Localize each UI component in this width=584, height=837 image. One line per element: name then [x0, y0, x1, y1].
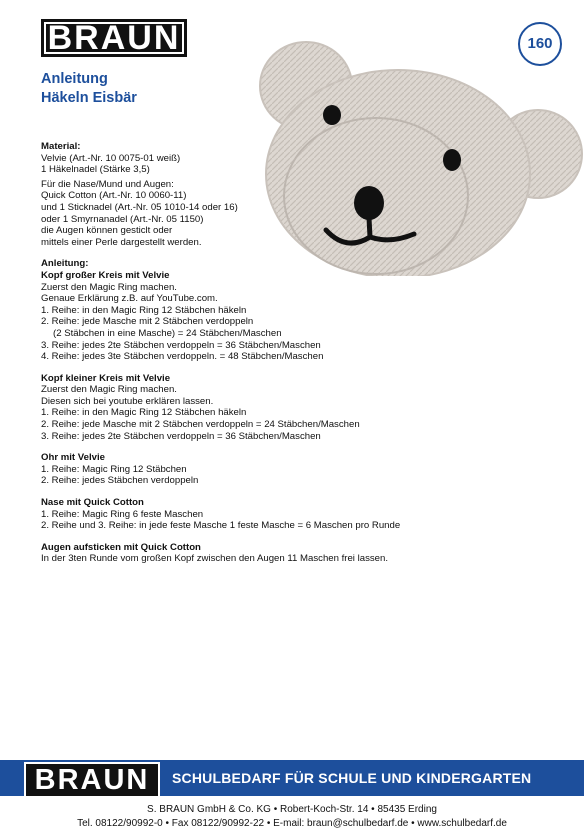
material-line: 1 Häkelnadel (Stärke 3,5)	[41, 164, 150, 176]
nase-heading: Nase mit Quick Cotton	[41, 497, 144, 509]
page-title	[41, 70, 137, 108]
kopf-klein-line: Zuerst den Magic Ring machen.	[41, 384, 177, 396]
kopf-klein-line: Diesen sich bei youtube erklären lassen.	[41, 395, 214, 407]
instructions	[41, 141, 521, 575]
anleitung-section	[41, 258, 521, 362]
augen-section	[41, 542, 521, 565]
augen-heading: Augen aufsticken mit Quick Cotton	[41, 541, 201, 553]
material-line: oder 1 Smyrnanadel (Art.-Nr. 05 1150)	[41, 213, 204, 225]
material-line: und 1 Sticknadel (Art.-Nr. 05 1010-14 oder 16)	[41, 201, 238, 213]
kopf-klein-heading: Kopf kleiner Kreis mit Velvie	[41, 372, 171, 384]
footer-contact: Tel. 08122/90992-0 • Fax 08122/90992-22 • E-mail: braun@schulbedarf.de • www.schulbedarf.de	[77, 818, 507, 829]
kopf-klein-line: 3. Reihe: jedes 2te Stäbchen verdoppeln = 36 Stäbchen/Maschen	[41, 430, 321, 442]
footer-address: S. BRAUN GmbH & Co. KG • Robert-Koch-Str. 14 • 85435 Erding	[147, 804, 437, 815]
kopf-klein-section	[41, 373, 521, 443]
footer-slogan: SCHULBEDARF FÜR SCHULE UND KINDERGARTEN	[172, 770, 532, 786]
anleitung-line: 1. Reihe: in den Magic Ring 12 Stäbchen häkeln	[41, 304, 247, 316]
anleitung-line: Genaue Erklärung z.B. auf YouTube.com.	[41, 293, 218, 305]
kopf-klein-line: 1. Reihe: in den Magic Ring 12 Stäbchen häkeln	[41, 407, 247, 419]
page-number-badge: 160	[518, 22, 562, 66]
material-heading: Material:	[41, 141, 81, 152]
anleitung-line: 4. Reihe: jedes 3te Stäbchen verdoppeln. = 48 Stäbchen/Maschen	[41, 351, 324, 363]
anleitung-line: 3. Reihe: jedes 2te Stäbchen verdoppeln = 36 Stäbchen/Maschen	[41, 339, 321, 351]
braun-footer-logo: BRAUN	[24, 762, 160, 798]
anleitung-subheading: Kopf großer Kreis mit Velvie	[41, 269, 170, 281]
logo-text: BRAUN	[47, 19, 181, 57]
left-eye	[323, 105, 341, 125]
anleitung-heading: Anleitung:	[41, 258, 89, 270]
material-line: Quick Cotton (Art.-Nr. 10 0060-11)	[41, 190, 187, 202]
nase-line: 2. Reihe und 3. Reihe: in jede feste Masche 1 feste Masche = 6 Maschen pro Runde	[41, 520, 401, 532]
material-line: Velvie (Art.-Nr. 10 0075-01 weiß)	[41, 152, 181, 164]
ohr-heading: Ohr mit Velvie	[41, 452, 105, 464]
ohr-line: 2. Reihe: jedes Stäbchen verdoppeln	[41, 475, 199, 487]
braun-logo	[41, 19, 187, 57]
material-section	[41, 141, 521, 248]
material-line: Für die Nase/Mund und Augen:	[41, 178, 174, 190]
title-line-1: Anleitung	[41, 71, 108, 87]
ohr-line: 1. Reihe: Magic Ring 12 Stäbchen	[41, 463, 187, 475]
anleitung-line: (2 Stäbchen in eine Masche) = 24 Stäbchen/Maschen	[53, 327, 282, 339]
title-line-2: Häkeln Eisbär	[41, 90, 137, 106]
nase-section	[41, 497, 521, 532]
augen-line: In der 3ten Runde vom großen Kopf zwischen den Augen 11 Maschen frei lassen.	[41, 553, 389, 565]
nase-line: 1. Reihe: Magic Ring 6 feste Maschen	[41, 508, 204, 520]
ohr-section	[41, 452, 521, 487]
anleitung-line: Zuerst den Magic Ring machen.	[41, 281, 177, 293]
material-line: die Augen können gesticlt oder	[41, 225, 173, 237]
anleitung-line: 2. Reihe: jede Masche mit 2 Stäbchen verdoppeln	[41, 316, 254, 328]
material-line: mittels einer Perle dargestellt werden.	[41, 236, 202, 248]
kopf-klein-line: 2. Reihe: jede Masche mit 2 Stäbchen verdoppeln = 24 Stäbchen/Maschen	[41, 419, 360, 431]
